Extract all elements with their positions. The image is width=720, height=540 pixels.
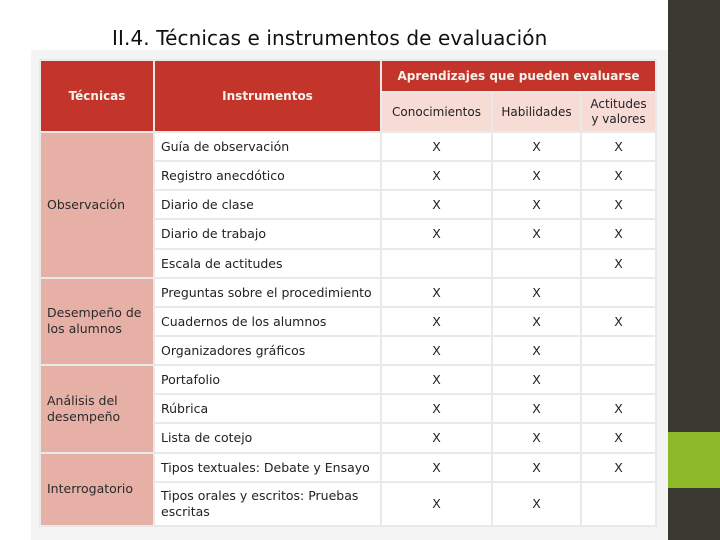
mark-actitudes: X: [581, 132, 656, 161]
instrument-cell: Lista de cotejo: [154, 423, 381, 452]
instrument-cell: Preguntas sobre el procedimiento: [154, 278, 381, 307]
mark-actitudes: X: [581, 190, 656, 219]
mark-conocimientos: X: [381, 307, 492, 336]
technique-observacion: Observación: [40, 132, 154, 278]
header-aprendizajes: Aprendizajes que pueden evaluarse: [381, 60, 656, 92]
mark-actitudes: [581, 365, 656, 394]
technique-desempeno: Desempeño de los alumnos: [40, 278, 154, 365]
mark-conocimientos: X: [381, 190, 492, 219]
mark-actitudes: X: [581, 161, 656, 190]
mark-actitudes: X: [581, 423, 656, 452]
instrument-cell: Guía de observación: [154, 132, 381, 161]
instrument-cell: Registro anecdótico: [154, 161, 381, 190]
header-conocimientos: Conocimientos: [381, 92, 492, 132]
instrument-cell: Escala de actitudes: [154, 249, 381, 278]
mark-actitudes: X: [581, 307, 656, 336]
mark-habilidades: [492, 249, 581, 278]
instrument-cell: Diario de trabajo: [154, 219, 381, 248]
mark-conocimientos: X: [381, 336, 492, 365]
mark-habilidades: X: [492, 336, 581, 365]
mark-actitudes: [581, 482, 656, 526]
mark-conocimientos: X: [381, 365, 492, 394]
mark-habilidades: X: [492, 278, 581, 307]
mark-conocimientos: X: [381, 132, 492, 161]
instrument-cell: Tipos orales y escritos: Pruebas escritas: [154, 482, 381, 526]
mark-actitudes: [581, 278, 656, 307]
page-title: II.4. Técnicas e instrumentos de evaluación: [112, 26, 548, 50]
mark-conocimientos: X: [381, 394, 492, 423]
mark-habilidades: X: [492, 365, 581, 394]
instrument-cell: Diario de clase: [154, 190, 381, 219]
mark-habilidades: X: [492, 161, 581, 190]
mark-habilidades: X: [492, 190, 581, 219]
mark-actitudes: X: [581, 394, 656, 423]
instrument-cell: Rúbrica: [154, 394, 381, 423]
mark-conocimientos: X: [381, 423, 492, 452]
mark-conocimientos: X: [381, 482, 492, 526]
mark-habilidades: X: [492, 132, 581, 161]
instrument-cell: Organizadores gráficos: [154, 336, 381, 365]
mark-conocimientos: X: [381, 219, 492, 248]
mark-conocimientos: X: [381, 278, 492, 307]
header-habilidades: Habilidades: [492, 92, 581, 132]
mark-habilidades: X: [492, 394, 581, 423]
mark-habilidades: X: [492, 307, 581, 336]
mark-habilidades: X: [492, 453, 581, 482]
mark-actitudes: [581, 336, 656, 365]
mark-conocimientos: X: [381, 161, 492, 190]
mark-conocimientos: X: [381, 453, 492, 482]
mark-actitudes: X: [581, 219, 656, 248]
header-tecnicas: Técnicas: [40, 60, 154, 132]
decorative-accent-block: [668, 432, 720, 488]
header-actitudes: Actitudes y valores: [581, 92, 656, 132]
header-instrumentos: Instrumentos: [154, 60, 381, 132]
instrument-cell: Cuadernos de los alumnos: [154, 307, 381, 336]
evaluation-table: [39, 59, 657, 527]
mark-actitudes: X: [581, 453, 656, 482]
instrument-cell: Tipos textuales: Debate y Ensayo: [154, 453, 381, 482]
mark-habilidades: X: [492, 423, 581, 452]
technique-analisis: Análisis del desempeño: [40, 365, 154, 452]
mark-conocimientos: [381, 249, 492, 278]
technique-interrogatorio: Interrogatorio: [40, 453, 154, 526]
mark-habilidades: X: [492, 219, 581, 248]
mark-actitudes: X: [581, 249, 656, 278]
instrument-cell: Portafolio: [154, 365, 381, 394]
mark-habilidades: X: [492, 482, 581, 526]
